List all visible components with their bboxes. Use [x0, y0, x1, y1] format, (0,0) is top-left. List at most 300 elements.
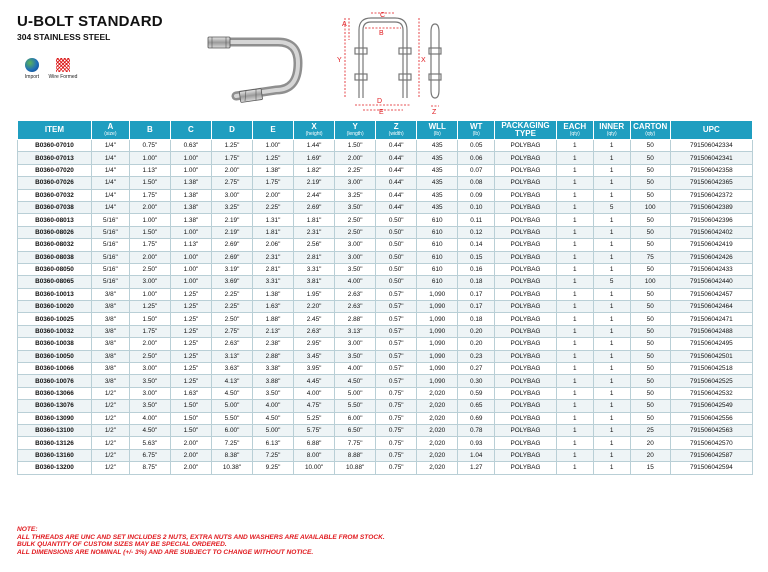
table-row — [18, 325, 753, 337]
table-cell: 0.20 — [458, 338, 495, 350]
column-header — [18, 121, 92, 140]
table-cell: 791506042587 — [670, 449, 752, 461]
table-cell: 8.38" — [211, 449, 252, 461]
table-cell: 791506042495 — [670, 338, 752, 350]
table-cell: 2.00" — [170, 462, 211, 474]
table-cell: 1.75" — [211, 152, 252, 164]
table-cell: 0.20 — [458, 325, 495, 337]
table-cell: 0.50" — [376, 263, 417, 275]
table-cell: 0.16 — [458, 263, 495, 275]
table-cell: POLYBAG — [495, 226, 557, 238]
table-cell: 1/4" — [91, 152, 129, 164]
table-cell: B0360-13126 — [18, 437, 92, 449]
table-cell: 100 — [630, 201, 670, 213]
table-cell: POLYBAG — [495, 288, 557, 300]
table-cell: 3.50" — [335, 263, 376, 275]
table-cell: 1.13" — [129, 164, 170, 176]
column-header-label: CARTON — [633, 122, 668, 131]
table-cell: 2,020 — [417, 437, 458, 449]
table-cell: B0360-07020 — [18, 164, 92, 176]
table-cell: 791506042402 — [670, 226, 752, 238]
table-cell: 791506042488 — [670, 325, 752, 337]
table-cell: B0360-13090 — [18, 412, 92, 424]
table-cell: 1 — [556, 400, 593, 412]
table-cell: 1 — [556, 177, 593, 189]
table-cell: 2.50" — [335, 226, 376, 238]
table-cell: 50 — [630, 226, 670, 238]
table-cell: 5/16" — [91, 251, 129, 263]
note-heading: NOTE: — [17, 526, 38, 533]
table-cell: 791506042563 — [670, 424, 752, 436]
table-cell: 791506042365 — [670, 177, 752, 189]
table-cell: 1.50" — [170, 400, 211, 412]
table-cell: 1 — [593, 152, 630, 164]
table-cell: 4.50" — [211, 387, 252, 399]
table-cell: 1.04 — [458, 449, 495, 461]
table-cell: 791506042389 — [670, 201, 752, 213]
table-cell: 0.50" — [376, 239, 417, 251]
table-cell: 1.25" — [170, 325, 211, 337]
table-cell: 0.18 — [458, 313, 495, 325]
table-cell: 791506042518 — [670, 363, 752, 375]
table-cell: 3.50" — [129, 375, 170, 387]
column-header-unit: (height) — [305, 131, 323, 137]
table-cell: 1.25" — [170, 363, 211, 375]
table-cell: 0.05 — [458, 140, 495, 152]
table-cell: 0.44" — [376, 140, 417, 152]
column-header — [170, 121, 211, 140]
table-cell: 435 — [417, 164, 458, 176]
table-row — [18, 239, 753, 251]
table-cell: 2.69" — [294, 201, 335, 213]
table-cell: 1.50" — [129, 177, 170, 189]
table-cell: 4.45" — [294, 375, 335, 387]
table-cell: 1.88" — [253, 313, 294, 325]
column-header-label: EACH — [563, 122, 587, 131]
table-cell: 1 — [593, 363, 630, 375]
table-cell: 50 — [630, 189, 670, 201]
table-cell: 10.38" — [211, 462, 252, 474]
table-cell: 1.82" — [294, 164, 335, 176]
table-cell: 1 — [593, 449, 630, 461]
table-cell: 1 — [556, 152, 593, 164]
table-cell: 3.00" — [335, 338, 376, 350]
table-cell: 7.25" — [211, 437, 252, 449]
table-cell: 1,090 — [417, 313, 458, 325]
table-cell: POLYBAG — [495, 164, 557, 176]
table-cell: 1 — [593, 251, 630, 263]
table-cell: 1.44" — [294, 140, 335, 152]
dim-label-y: Y — [337, 57, 342, 64]
table-cell: POLYBAG — [495, 189, 557, 201]
table-cell: 2.63" — [335, 288, 376, 300]
table-cell: B0360-13076 — [18, 400, 92, 412]
table-cell: 8.88" — [335, 449, 376, 461]
column-header — [129, 121, 170, 140]
table-cell: 5.50" — [335, 400, 376, 412]
column-header — [294, 121, 335, 140]
table-header-row — [18, 121, 753, 140]
table-row — [18, 263, 753, 275]
dim-label-x: X — [421, 57, 426, 64]
table-row — [18, 424, 753, 436]
table-row — [18, 437, 753, 449]
table-cell: 1.25" — [170, 338, 211, 350]
table-cell: 2.00" — [253, 189, 294, 201]
table-cell: B0360-07010 — [18, 140, 92, 152]
table-cell: 2.88" — [335, 313, 376, 325]
table-cell: 610 — [417, 251, 458, 263]
table-cell: POLYBAG — [495, 462, 557, 474]
table-cell: 0.78 — [458, 424, 495, 436]
table-cell: 1.38" — [170, 201, 211, 213]
table-cell: 1/2" — [91, 437, 129, 449]
table-cell: 1 — [593, 189, 630, 201]
column-header-label: WLL — [428, 122, 446, 131]
table-cell: 3.00" — [129, 387, 170, 399]
table-cell: 1/4" — [91, 201, 129, 213]
table-cell: 3.69" — [211, 276, 252, 288]
table-cell: 1,090 — [417, 375, 458, 387]
table-cell: 4.00" — [129, 412, 170, 424]
table-cell: 435 — [417, 201, 458, 213]
column-header-label: A — [107, 122, 114, 131]
table-cell: 0.75" — [376, 462, 417, 474]
table-row — [18, 301, 753, 313]
table-cell: B0360-08038 — [18, 251, 92, 263]
table-cell: 791506042464 — [670, 301, 752, 313]
dimension-diagram — [335, 10, 465, 115]
table-cell: 1 — [556, 164, 593, 176]
table-cell: 2,020 — [417, 462, 458, 474]
table-cell: 791506042556 — [670, 412, 752, 424]
column-header-unit: (size) — [104, 131, 117, 137]
table-cell: 2.69" — [211, 251, 252, 263]
table-row — [18, 363, 753, 375]
table-cell: 0.50" — [376, 226, 417, 238]
table-cell: 1.69" — [294, 152, 335, 164]
table-cell: 15 — [630, 462, 670, 474]
table-cell: 1.63" — [253, 301, 294, 313]
table-cell: 791506042334 — [670, 140, 752, 152]
table-cell: 1.00" — [129, 214, 170, 226]
table-cell: 0.17 — [458, 288, 495, 300]
table-cell: 3.50" — [253, 387, 294, 399]
table-cell: 3.00" — [211, 189, 252, 201]
table-cell: B0360-10076 — [18, 375, 92, 387]
table-cell: 791506042532 — [670, 387, 752, 399]
table-cell: 1.25" — [170, 313, 211, 325]
table-cell: 1 — [556, 189, 593, 201]
column-header-label: Z — [393, 122, 399, 131]
table-cell: 8.75" — [129, 462, 170, 474]
table-cell: 2.38" — [253, 338, 294, 350]
table-cell: 1.63" — [170, 387, 211, 399]
table-cell: 50 — [630, 387, 670, 399]
column-header-unit: (lb) — [433, 131, 441, 137]
table-cell: 0.18 — [458, 276, 495, 288]
table-cell: 50 — [630, 239, 670, 251]
table-cell: 1.81" — [253, 226, 294, 238]
table-cell: 0.93 — [458, 437, 495, 449]
table-cell: 1 — [593, 462, 630, 474]
table-cell: 1 — [593, 226, 630, 238]
table-cell: 20 — [630, 449, 670, 461]
table-cell: 4.00" — [253, 400, 294, 412]
table-cell: 5 — [593, 276, 630, 288]
table-cell: 6.00" — [211, 424, 252, 436]
table-cell: 0.75" — [376, 449, 417, 461]
table-cell: 9.25" — [253, 462, 294, 474]
column-header-label: PACKAGING TYPE — [501, 121, 550, 138]
table-cell: 0.06 — [458, 152, 495, 164]
table-cell: 1.50" — [170, 424, 211, 436]
table-cell: 1.00" — [170, 263, 211, 275]
table-cell: 610 — [417, 263, 458, 275]
table-cell: 1.75" — [129, 239, 170, 251]
table-cell: 1 — [556, 363, 593, 375]
table-cell: 435 — [417, 189, 458, 201]
table-cell: 0.10 — [458, 201, 495, 213]
table-cell: 791506042358 — [670, 164, 752, 176]
table-cell: 1,090 — [417, 363, 458, 375]
table-cell: 0.69 — [458, 412, 495, 424]
table-cell: 2,020 — [417, 412, 458, 424]
table-cell: 5.25" — [294, 412, 335, 424]
table-cell: 1.00" — [129, 152, 170, 164]
table-cell: 1/4" — [91, 140, 129, 152]
table-cell: 2.81" — [253, 263, 294, 275]
table-cell: 2.50" — [211, 313, 252, 325]
table-cell: POLYBAG — [495, 214, 557, 226]
column-header — [335, 121, 376, 140]
table-cell: 0.57" — [376, 313, 417, 325]
table-cell: POLYBAG — [495, 239, 557, 251]
table-cell: 1.25" — [253, 152, 294, 164]
table-cell: 3.45" — [294, 350, 335, 362]
table-cell: 610 — [417, 239, 458, 251]
table-cell: 2.44" — [294, 189, 335, 201]
table-row — [18, 350, 753, 362]
page-title: U-BOLT STANDARD — [17, 13, 163, 30]
table-row — [18, 313, 753, 325]
table-cell: POLYBAG — [495, 400, 557, 412]
table-cell: 2.25" — [211, 301, 252, 313]
table-cell: 1 — [556, 350, 593, 362]
dim-label-b: B — [379, 30, 384, 37]
table-cell: 1 — [556, 214, 593, 226]
table-row — [18, 189, 753, 201]
table-cell: 1.75" — [129, 325, 170, 337]
table-cell: 0.50" — [376, 251, 417, 263]
column-header — [593, 121, 630, 140]
column-header-label: D — [229, 125, 235, 134]
table-cell: 2.45" — [294, 313, 335, 325]
table-cell: B0360-08050 — [18, 263, 92, 275]
dim-label-a: A — [342, 21, 347, 28]
table-cell: 1 — [556, 226, 593, 238]
table-cell: 435 — [417, 177, 458, 189]
table-cell: 1 — [556, 387, 593, 399]
table-cell: 1 — [593, 239, 630, 251]
wire-formed-badge — [48, 58, 78, 80]
table-cell: 1.38" — [170, 177, 211, 189]
dim-label-d: D — [377, 98, 383, 105]
table-cell: 1.00" — [253, 140, 294, 152]
table-cell: 5/16" — [91, 239, 129, 251]
table-row — [18, 140, 753, 152]
table-cell: 0.27 — [458, 363, 495, 375]
table-cell: 1 — [556, 251, 593, 263]
table-cell: 3.25" — [211, 201, 252, 213]
table-cell: 0.57" — [376, 338, 417, 350]
table-cell: 50 — [630, 301, 670, 313]
table-cell: POLYBAG — [495, 412, 557, 424]
table-cell: 0.57" — [376, 350, 417, 362]
column-header — [417, 121, 458, 140]
table-cell: 3.25" — [335, 189, 376, 201]
table-cell: 791506042594 — [670, 462, 752, 474]
table-cell: 2.50" — [335, 214, 376, 226]
table-cell: 50 — [630, 288, 670, 300]
table-cell: 1 — [593, 424, 630, 436]
table-cell: 3.95" — [294, 363, 335, 375]
table-cell: 3.00" — [335, 177, 376, 189]
table-cell: B0360-07038 — [18, 201, 92, 213]
table-cell: 2,020 — [417, 424, 458, 436]
table-cell: 0.08 — [458, 177, 495, 189]
table-cell: 1.38" — [170, 189, 211, 201]
table-cell: B0360-08026 — [18, 226, 92, 238]
column-header — [556, 121, 593, 140]
table-cell: 1/4" — [91, 164, 129, 176]
column-header — [376, 121, 417, 140]
table-cell: 1 — [593, 263, 630, 275]
table-cell: 1 — [593, 313, 630, 325]
table-cell: 1 — [593, 325, 630, 337]
column-header — [253, 121, 294, 140]
table-cell: 50 — [630, 412, 670, 424]
table-cell: 791506042440 — [670, 276, 752, 288]
table-cell: 5.00" — [253, 424, 294, 436]
table-cell: 791506042419 — [670, 239, 752, 251]
table-cell: 1.27 — [458, 462, 495, 474]
table-cell: 1 — [593, 387, 630, 399]
table-cell: 50 — [630, 214, 670, 226]
table-cell: 1/2" — [91, 462, 129, 474]
table-cell: 610 — [417, 226, 458, 238]
table-cell: 2.19" — [294, 177, 335, 189]
table-cell: 2,020 — [417, 387, 458, 399]
table-cell: 2.13" — [253, 325, 294, 337]
table-cell: 1.75" — [129, 189, 170, 201]
table-cell: 1.50" — [129, 226, 170, 238]
column-header-label: E — [270, 125, 276, 134]
column-header-label: WT — [470, 122, 483, 131]
table-cell: 3.81" — [294, 276, 335, 288]
table-cell: 1.25" — [129, 301, 170, 313]
table-cell: 4.00" — [335, 363, 376, 375]
table-cell: 6.88" — [294, 437, 335, 449]
column-header-label: C — [188, 125, 194, 134]
table-cell: 791506042372 — [670, 189, 752, 201]
table-cell: 1.25" — [211, 140, 252, 152]
table-cell: 2.25" — [335, 164, 376, 176]
table-row — [18, 226, 753, 238]
table-cell: 6.75" — [129, 449, 170, 461]
table-cell: POLYBAG — [495, 437, 557, 449]
table-cell: 0.57" — [376, 375, 417, 387]
table-cell: 1/2" — [91, 387, 129, 399]
table-cell: 0.14 — [458, 239, 495, 251]
table-cell: B0360-13160 — [18, 449, 92, 461]
table-cell: B0360-10038 — [18, 338, 92, 350]
table-cell: 50 — [630, 325, 670, 337]
table-cell: 1/2" — [91, 412, 129, 424]
table-cell: 5.00" — [211, 400, 252, 412]
table-cell: 1 — [593, 288, 630, 300]
table-cell: 1 — [593, 437, 630, 449]
table-cell: 791506042396 — [670, 214, 752, 226]
table-cell: 3.00" — [335, 251, 376, 263]
table-cell: 435 — [417, 140, 458, 152]
table-cell: 3.19" — [211, 263, 252, 275]
table-cell: 1,090 — [417, 338, 458, 350]
table-cell: 0.15 — [458, 251, 495, 263]
table-cell: 2,020 — [417, 400, 458, 412]
table-cell: 25 — [630, 424, 670, 436]
table-cell: 1,090 — [417, 325, 458, 337]
table-cell: 1 — [556, 288, 593, 300]
table-cell: POLYBAG — [495, 263, 557, 275]
column-header-unit: (lb) — [472, 131, 480, 137]
table-cell: 1.00" — [170, 226, 211, 238]
table-cell: 791506042471 — [670, 313, 752, 325]
table-cell: 1 — [593, 400, 630, 412]
table-cell: 1.25" — [170, 301, 211, 313]
table-cell: 0.50" — [376, 276, 417, 288]
table-row — [18, 338, 753, 350]
column-header — [670, 121, 752, 140]
table-cell: 1 — [593, 350, 630, 362]
table-cell: 50 — [630, 140, 670, 152]
table-cell: 3/8" — [91, 363, 129, 375]
table-cell: 0.75" — [129, 140, 170, 152]
table-cell: 6.00" — [335, 412, 376, 424]
table-cell: 2.69" — [211, 239, 252, 251]
table-cell: 1 — [556, 338, 593, 350]
notes — [17, 526, 385, 556]
table-cell: B0360-08013 — [18, 214, 92, 226]
table-row — [18, 288, 753, 300]
table-row — [18, 387, 753, 399]
table-cell: 3.13" — [335, 325, 376, 337]
table-cell: 2.81" — [294, 251, 335, 263]
table-cell: 3.13" — [211, 350, 252, 362]
table-cell: 1/2" — [91, 400, 129, 412]
table-cell: POLYBAG — [495, 338, 557, 350]
table-cell: 1.00" — [170, 251, 211, 263]
column-header-unit: (qty) — [606, 131, 617, 137]
column-header — [630, 121, 670, 140]
table-cell: 791506042549 — [670, 400, 752, 412]
table-cell: 1 — [593, 177, 630, 189]
column-header — [495, 121, 557, 140]
table-cell: 0.75" — [376, 387, 417, 399]
table-cell: 0.44" — [376, 164, 417, 176]
table-cell: 1.25" — [170, 288, 211, 300]
table-cell: 1 — [556, 301, 593, 313]
